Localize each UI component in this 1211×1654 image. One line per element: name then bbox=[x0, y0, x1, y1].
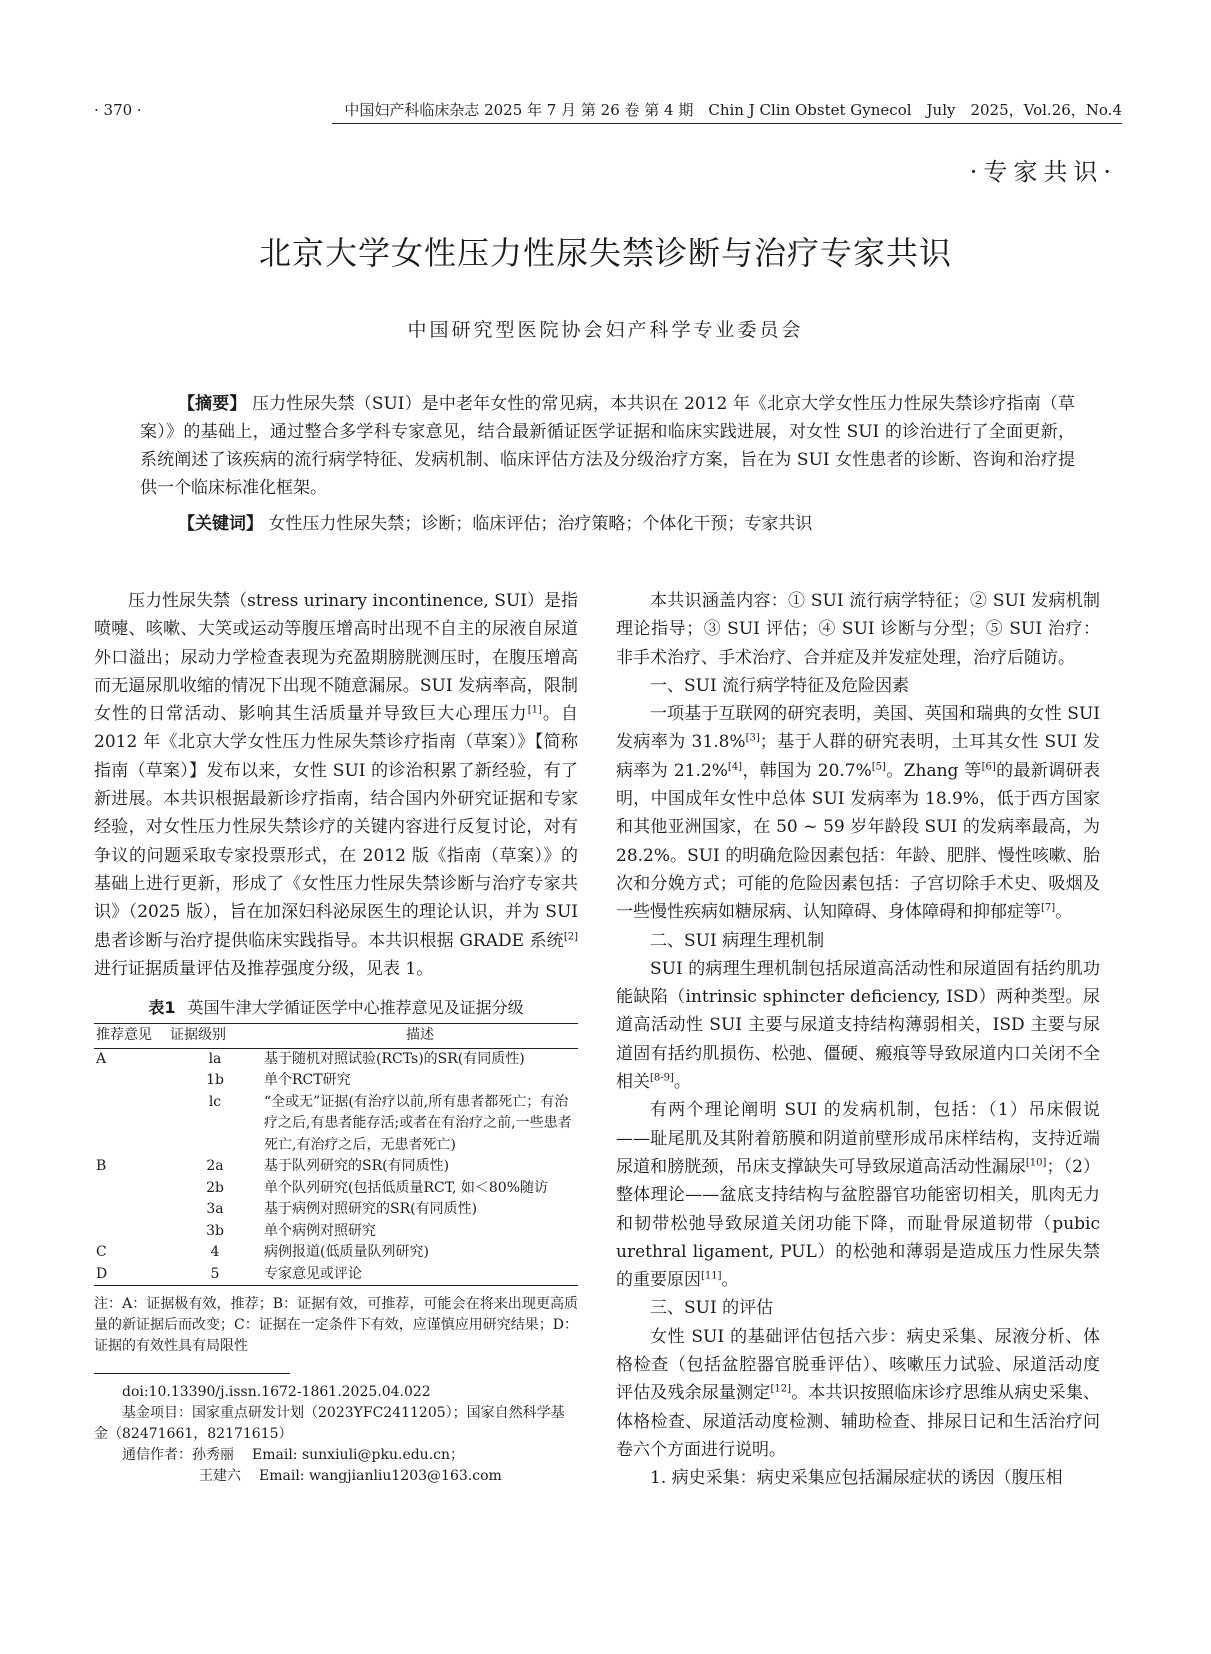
intro-paragraph: 压力性尿失禁（stress urinary incontinence, SUI）是指喷嚏、咳嗽、大笑或运动等腹压增高时出现不自主的尿液自尿道外口溢出；尿动力学检查表现为充盈期膀胱测压时，在腹压增高而无逼尿肌收缩的情况下出现不随意漏尿。SUI 发病率高，限制女性的日常活动、影响其生活质量并导致巨大心理压力[1]。自 2012 年《北京大学女性压力性尿失禁诊疗指南（草案）》【简称指南（草案）】发布以来，女性 SUI 的诊治积累了新经验，有了新进展。本共识根据最新诊疗指南，结合国内外研究证据和专家经验，对女性压力性尿失禁诊疗的关键内容进行反复讨论，对有争议的问题采取专家投票形式，在 2012 版《指南（草案）》的基础上进行更新，形成了《女性压力性尿失禁诊断与治疗专家共识》（2025 版），旨在加深妇科泌尿医生的理论认识，并为 SUI 患者诊断与治疗提供临床实践指导。本共识根据 GRADE 系统[2]进行证据质量评估及推荐强度分级，见表 1。 bbox=[94, 591, 578, 979]
table-caption bbox=[94, 995, 578, 1021]
table-row: C 4 病例报道(低质量队列研究) bbox=[96, 1244, 429, 1261]
doi-line: doi:10.13390/j.issn.1672-1861.2025.04.022 bbox=[122, 1384, 431, 1401]
abstract-label: 【摘要】 bbox=[178, 394, 247, 414]
assessment-paragraph: 女性 SUI 的基础评估包括六步：病史采集、尿液分析、体格检查（包括盆腔器官脱垂评估）、咳嗽压力试验、尿道活动度评估及残余尿量测定[12]。本共识按照临床诊疗思维从病史采集、体格检查、尿道活动度检测、辅助检查、排尿日记和生活治疗问卷六个方面进行说明。 bbox=[616, 1326, 1101, 1460]
keywords-label: 【关键词】 bbox=[178, 514, 263, 534]
citation-ref: [6] bbox=[981, 761, 996, 773]
table-header-cell: 描述 bbox=[406, 1027, 434, 1044]
table-row: A la 基于随机对照试验(RCTs)的SR(有同质性) bbox=[96, 1050, 525, 1067]
citation-ref: [3] bbox=[745, 732, 760, 744]
table-caption-text: 英国牛津大学循证医学中心推荐意见及证据分级 bbox=[187, 998, 524, 1018]
corresponding-author-line: 王建六 Email: wangjianliu1203@163.com bbox=[199, 1468, 502, 1485]
section-heading: 三、SUI 的评估 bbox=[650, 1298, 774, 1319]
footnotes bbox=[94, 1382, 578, 1487]
evidence-table bbox=[94, 1023, 578, 1286]
table-row: 3b 单个病例对照研究 bbox=[206, 1222, 376, 1239]
table-number: 表1 bbox=[148, 998, 176, 1018]
table-row: D 5 专家意见或评论 bbox=[94, 1264, 578, 1286]
pathophysiology-paragraph: SUI 的病理生理机制包括尿道高活动性和尿道固有括约肌功能缺陷（intrinsic sphincter deficiency, ISD）两种类型。尿道高活动性 SUI 主要与尿道支持结构薄弱相关，ISD 主要与尿道固有括约肌损伤、松弛、僵硬、瘢痕等导致尿道内口关闭不全相关[8-9]。 bbox=[616, 958, 1100, 1093]
table-row: B 2a 基于队列研究的SR(有同质性) bbox=[96, 1158, 450, 1175]
funding-line: 基金项目：国家重点研发计划（2023YFC2411205）；国家自然科学基金（82471661，82171615） bbox=[94, 1405, 565, 1443]
table-row: 3a 基于病例对照研究的SR(有同质性) bbox=[206, 1201, 478, 1218]
page-number: · 370 · bbox=[94, 101, 142, 119]
column-tag: ·专家共识· bbox=[969, 158, 1117, 186]
table-header-cell: 推荐意见 bbox=[96, 1027, 152, 1044]
right-column bbox=[616, 587, 1100, 1493]
citation-ref: [5] bbox=[871, 761, 886, 773]
footnote-divider bbox=[94, 1373, 290, 1374]
email-link[interactable]: Email: wangjianliu1203@163.com bbox=[259, 1468, 502, 1485]
article-title: 北京大学女性压力性尿失禁诊断与治疗专家共识 bbox=[258, 234, 952, 272]
table-row: lc “全或无”证据(有治疗以前,所有患者都死亡；有治疗之后,有患者能存活;或者在有治疗之前,一些患者死亡,有治疗之后，无患者死亡) bbox=[208, 1093, 572, 1153]
corresponding-author-line: 通信作者：孙秀丽 Email: sunxiuli@pku.edu.cn； bbox=[122, 1447, 465, 1464]
citation-ref: [1] bbox=[527, 704, 542, 716]
citation-ref: [12] bbox=[770, 1383, 792, 1395]
table-row: 1b 单个RCT研究 bbox=[206, 1072, 351, 1089]
abstract bbox=[140, 390, 1075, 502]
keywords-text: 女性压力性尿失禁；诊断；临床评估；治疗策略；个体化干预；专家共识 bbox=[268, 514, 813, 534]
keywords bbox=[140, 510, 1075, 538]
table-note: 注：A：证据极有效，推荐；B：证据有效，可推荐，可能会在将来出现更高质量的新证据后而改变；C：证据在一定条件下有效，应谨慎应用研究结果；D：证据的有效性具有局限性 bbox=[94, 1296, 578, 1355]
section-heading: 二、SUI 病理生理机制 bbox=[650, 930, 825, 951]
citation-ref: [10] bbox=[1025, 1157, 1047, 1169]
table-row: 2b 单个队列研究(包括低质量RCT, 如＜80%随访 bbox=[206, 1179, 549, 1196]
section-heading: 一、SUI 流行病学特征及危险因素 bbox=[650, 675, 910, 696]
citation-ref: [7] bbox=[1041, 902, 1056, 914]
scope-paragraph: 本共识涵盖内容：① SUI 流行病学特征；② SUI 发病机制理论指导；③ SUI 评估；④ SUI 诊断与分型；⑤ SUI 治疗：非手术治疗、手术治疗、合并症及并发症处理，治疗后随访。 bbox=[616, 591, 1100, 668]
journal-citation: 中国妇产科临床杂志 2025 年 7 月 第 26 卷 第 4 期 Chin J Clin Obstet Gynecol July 2025，Vol.26，No.4 bbox=[332, 100, 1122, 124]
citation-ref: [8-9] bbox=[650, 1072, 674, 1084]
epidemiology-paragraph: 一项基于互联网的研究表明，美国、英国和瑞典的女性 SUI 发病率为 31.8%[3]；基于人群的研究表明，土耳其女性 SUI 发病率为 21.2%[4]，韩国为 20.7%[5]。Zhang 等[6]的最新调研表明，中国成年女性中总体 SUI 发病率为 18.9%，低于西方国家和其他亚洲国家，在 50 ~ 59 岁年龄段 SUI 的发病率最高，为 28.2%。SUI 的明确危险因素包括：年龄、肥胖、慢性咳嗽、胎次和分娩方式；可能的危险因素包括：子宫切除手术史、吸烟及一些慢性疾病如糖尿病、认知障碍、身体障碍和抑郁症等[7]。 bbox=[616, 704, 1100, 923]
table-header-cell: 证据级别 bbox=[170, 1027, 226, 1044]
table-header-row bbox=[94, 1024, 578, 1049]
left-column bbox=[94, 587, 578, 1487]
article-authors: 中国研究型医院协会妇产科学专业委员会 bbox=[407, 319, 804, 341]
mechanism-paragraph: 有两个理论阐明 SUI 的发病机制，包括：（1）吊床假说——耻尾肌及其附着筋膜和阴道前壁形成吊床样结构，支持近端尿道和膀胱颈，吊床支撑缺失可导致尿道高活动性漏尿[10]；（2）整体理论——盆底支持结构与盆腔器官功能密切相关，肌肉无力和韧带松弛导致尿道关闭功能下降，而耻骨尿道韧带（pubic urethral ligament, PUL）的松弛和薄弱是造成压力性尿失禁的重要原因[11]。 bbox=[616, 1100, 1100, 1291]
history-paragraph: 1. 病史采集：病史采集应包括漏尿症状的诱因（腹压相 bbox=[650, 1468, 1063, 1489]
citation-ref: [11] bbox=[701, 1270, 722, 1282]
email-link[interactable]: Email: sunxiuli@pku.edu.cn； bbox=[252, 1447, 465, 1464]
citation-ref: [4] bbox=[727, 761, 743, 773]
citation-ref: [2] bbox=[563, 930, 578, 942]
abstract-text: 压力性尿失禁（SUI）是中老年女性的常见病，本共识在 2012 年《北京大学女性压力性尿失禁诊疗指南（草案）》的基础上，通过整合多学科专家意见，结合最新循证医学证据和临床实践进展，对女性 SUI 的诊治进行了全面更新，系统阐述了该疾病的流行病学特征、发病机制、临床评估方法及分级治疗方案，旨在为 SUI 女性患者的诊断、咨询和治疗提供一个临床标准化框架。 bbox=[140, 394, 1076, 498]
